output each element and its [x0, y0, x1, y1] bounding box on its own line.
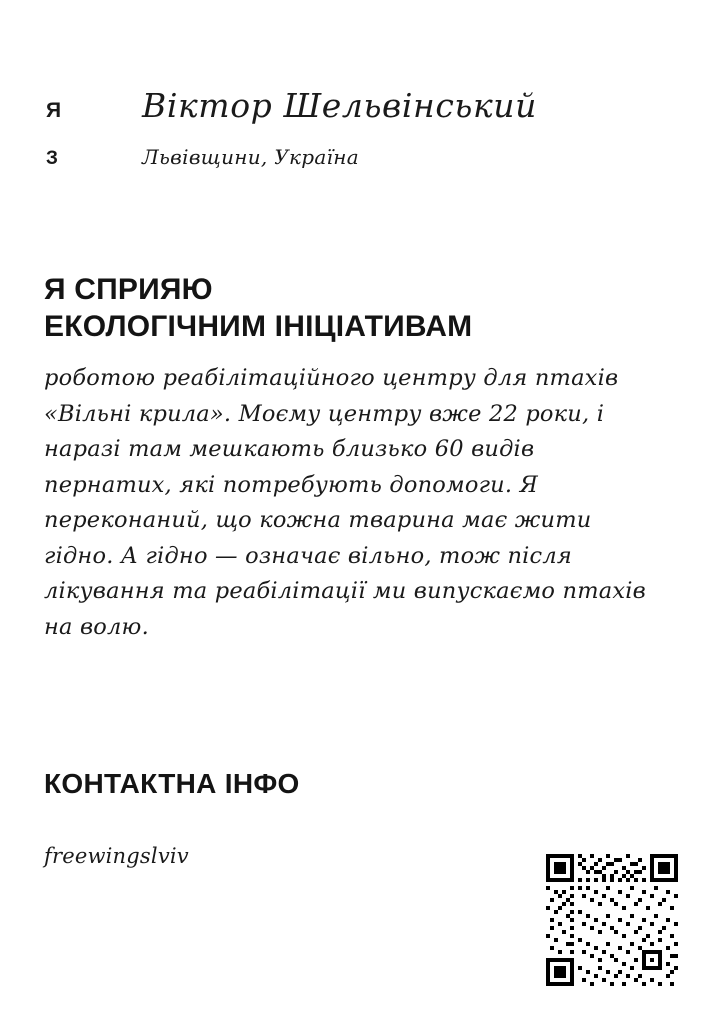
profile-name-label: Я — [46, 99, 62, 122]
profile-from-label: З — [46, 148, 59, 170]
contact-section — [44, 768, 664, 868]
profile-name-row — [46, 88, 686, 124]
contact-heading: КОНТАКТНА ІНФО — [44, 768, 300, 799]
profile-name-value: Віктор Шельвінський — [142, 86, 538, 125]
contact-handle: freewingslviv — [44, 844, 189, 868]
profile-header — [46, 88, 686, 170]
profile-from-row — [46, 146, 686, 170]
profile-from-value: Львівщини, Україна — [142, 145, 359, 170]
statement-body: роботою реабілітаційного центру для птахів «Вільні крила». Моєму центру вже 22 роки, і наразі там мешкають близько 60 видів пернатих, які потребують допомоги. Я переконаний, що кожна тварина має жити гідно. А гідно — означає вільно, тож після лікування та реабілітації ми випускаємо птахів на волю. — [44, 365, 646, 641]
statement-section — [44, 272, 664, 646]
statement-heading-line1: Я СПРИЯЮ — [44, 273, 213, 306]
statement-heading — [44, 272, 664, 345]
qr-code-icon[interactable] — [546, 854, 678, 986]
statement-heading-line2: ЕКОЛОГІЧНИМ ІНІЦІАТИВАМ — [44, 309, 473, 343]
